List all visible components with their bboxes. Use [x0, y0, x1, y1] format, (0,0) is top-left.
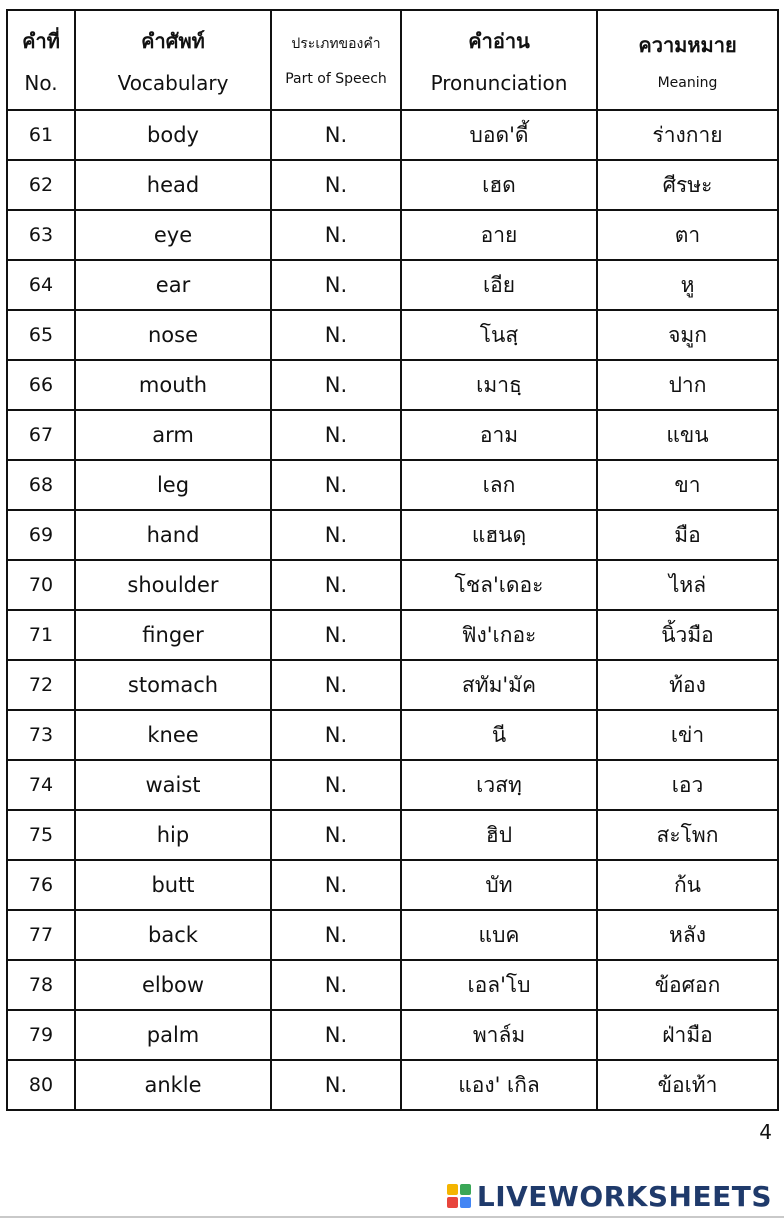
header-no	[7, 10, 75, 110]
table-row	[7, 610, 778, 660]
header-pronunciation-english: Pronunciation	[430, 71, 568, 95]
cell-vocabulary: elbow	[75, 960, 271, 1010]
cell-no: 76	[7, 860, 75, 910]
cell-no: 70	[7, 560, 75, 610]
table-row	[7, 560, 778, 610]
cell-no: 65	[7, 310, 75, 360]
vocabulary-rows	[7, 110, 778, 1110]
header-pronunciation-thai: คำอ่าน	[468, 29, 530, 53]
cell-meaning: จมูก	[597, 310, 778, 360]
cell-meaning: หู	[597, 260, 778, 310]
table-row	[7, 960, 778, 1010]
header-vocabulary-thai: คำศัพท์	[141, 29, 205, 53]
header-part-of-speech	[271, 10, 401, 110]
cell-part-of-speech: N.	[271, 560, 401, 610]
liveworksheets-logo	[447, 1180, 772, 1212]
cell-meaning: แขน	[597, 410, 778, 460]
cell-vocabulary: stomach	[75, 660, 271, 710]
cell-no: 72	[7, 660, 75, 710]
header-part-of-speech-english: Part of Speech	[285, 71, 387, 87]
cell-part-of-speech: N.	[271, 1060, 401, 1110]
table-row	[7, 760, 778, 810]
cell-vocabulary: back	[75, 910, 271, 960]
table-row	[7, 1010, 778, 1060]
cell-pronunciation: โชล'เดอะ	[401, 560, 597, 610]
cell-pronunciation: อาม	[401, 410, 597, 460]
footer-divider	[0, 1216, 784, 1218]
cell-pronunciation: เลก	[401, 460, 597, 510]
cell-pronunciation: เอีย	[401, 260, 597, 310]
cell-vocabulary: palm	[75, 1010, 271, 1060]
cell-no: 74	[7, 760, 75, 810]
cell-no: 64	[7, 260, 75, 310]
cell-pronunciation: บัท	[401, 860, 597, 910]
header-meaning	[597, 10, 778, 110]
vocabulary-table	[6, 9, 779, 1111]
cell-part-of-speech: N.	[271, 160, 401, 210]
table-row	[7, 910, 778, 960]
cell-vocabulary: leg	[75, 460, 271, 510]
cell-meaning: ไหล่	[597, 560, 778, 610]
table-row	[7, 160, 778, 210]
cell-meaning: ท้อง	[597, 660, 778, 710]
cell-part-of-speech: N.	[271, 760, 401, 810]
cell-pronunciation: โนสฺ	[401, 310, 597, 360]
cell-no: 66	[7, 360, 75, 410]
cell-vocabulary: hand	[75, 510, 271, 560]
cell-vocabulary: shoulder	[75, 560, 271, 610]
cell-part-of-speech: N.	[271, 260, 401, 310]
cell-pronunciation: แฮนดฺ	[401, 510, 597, 560]
cell-pronunciation: บอด'ดี้	[401, 110, 597, 160]
header-no-english: No.	[24, 71, 58, 95]
cell-part-of-speech: N.	[271, 960, 401, 1010]
cell-vocabulary: hip	[75, 810, 271, 860]
cell-pronunciation: นี	[401, 710, 597, 760]
header-no-thai: คำที่	[22, 29, 60, 53]
cell-pronunciation: เฮด	[401, 160, 597, 210]
header-vocabulary	[75, 10, 271, 110]
cell-vocabulary: body	[75, 110, 271, 160]
cell-pronunciation: พาล์ม	[401, 1010, 597, 1060]
header-vocabulary-english: Vocabulary	[117, 71, 229, 95]
table-row	[7, 460, 778, 510]
cell-vocabulary: nose	[75, 310, 271, 360]
cell-pronunciation: สทัม'มัค	[401, 660, 597, 710]
cell-no: 73	[7, 710, 75, 760]
header-row	[7, 10, 778, 110]
cell-no: 63	[7, 210, 75, 260]
cell-part-of-speech: N.	[271, 510, 401, 560]
cell-part-of-speech: N.	[271, 860, 401, 910]
cell-pronunciation: ฟิง'เกอะ	[401, 610, 597, 660]
header-meaning-english: Meaning	[657, 75, 718, 91]
cell-no: 78	[7, 960, 75, 1010]
cell-meaning: มือ	[597, 510, 778, 560]
cell-part-of-speech: N.	[271, 710, 401, 760]
table-row	[7, 1060, 778, 1110]
cell-part-of-speech: N.	[271, 660, 401, 710]
cell-meaning: ปาก	[597, 360, 778, 410]
header-pronunciation	[401, 10, 597, 110]
cell-no: 71	[7, 610, 75, 660]
cell-no: 75	[7, 810, 75, 860]
table-row	[7, 510, 778, 560]
cell-pronunciation: ฮิป	[401, 810, 597, 860]
cell-vocabulary: arm	[75, 410, 271, 460]
cell-pronunciation: แอง' เกิล	[401, 1060, 597, 1110]
cell-vocabulary: ear	[75, 260, 271, 310]
cell-part-of-speech: N.	[271, 210, 401, 260]
cell-vocabulary: mouth	[75, 360, 271, 410]
cell-no: 69	[7, 510, 75, 560]
cell-no: 67	[7, 410, 75, 460]
cell-no: 61	[7, 110, 75, 160]
table-row	[7, 110, 778, 160]
table-row	[7, 260, 778, 310]
cell-pronunciation: อาย	[401, 210, 597, 260]
cell-pronunciation: แบค	[401, 910, 597, 960]
cell-part-of-speech: N.	[271, 610, 401, 660]
cell-part-of-speech: N.	[271, 810, 401, 860]
cell-part-of-speech: N.	[271, 460, 401, 510]
cell-vocabulary: eye	[75, 210, 271, 260]
cell-vocabulary: butt	[75, 860, 271, 910]
cell-meaning: สะโพก	[597, 810, 778, 860]
cell-vocabulary: ankle	[75, 1060, 271, 1110]
page-number: 4	[759, 1120, 772, 1144]
cell-part-of-speech: N.	[271, 310, 401, 360]
cell-meaning: ข้อเท้า	[597, 1060, 778, 1110]
cell-vocabulary: head	[75, 160, 271, 210]
cell-meaning: ตา	[597, 210, 778, 260]
cell-meaning: ขา	[597, 460, 778, 510]
cell-no: 77	[7, 910, 75, 960]
cell-no: 79	[7, 1010, 75, 1060]
cell-vocabulary: finger	[75, 610, 271, 660]
liveworksheets-mark-icon	[447, 1184, 471, 1208]
cell-meaning: นิ้วมือ	[597, 610, 778, 660]
cell-part-of-speech: N.	[271, 360, 401, 410]
cell-pronunciation: เมาธฺ	[401, 360, 597, 410]
cell-part-of-speech: N.	[271, 1010, 401, 1060]
cell-part-of-speech: N.	[271, 910, 401, 960]
cell-no: 62	[7, 160, 75, 210]
table-row	[7, 410, 778, 460]
table-row	[7, 360, 778, 410]
cell-meaning: ร่างกาย	[597, 110, 778, 160]
table-row	[7, 810, 778, 860]
table-row	[7, 860, 778, 910]
table-row	[7, 660, 778, 710]
cell-meaning: ข้อศอก	[597, 960, 778, 1010]
cell-vocabulary: waist	[75, 760, 271, 810]
cell-pronunciation: เวสทฺ	[401, 760, 597, 810]
table-row	[7, 710, 778, 760]
cell-meaning: เข่า	[597, 710, 778, 760]
cell-vocabulary: knee	[75, 710, 271, 760]
cell-part-of-speech: N.	[271, 410, 401, 460]
cell-pronunciation: เอล'โบ	[401, 960, 597, 1010]
table-row	[7, 210, 778, 260]
cell-no: 80	[7, 1060, 75, 1110]
header-meaning-thai: ความหมาย	[638, 33, 737, 57]
cell-no: 68	[7, 460, 75, 510]
cell-meaning: ศีรษะ	[597, 160, 778, 210]
cell-part-of-speech: N.	[271, 110, 401, 160]
brand-name: LIVEWORKSHEETS	[476, 1179, 772, 1213]
table-row	[7, 310, 778, 360]
header-part-of-speech-thai: ประเภทของคำ	[291, 36, 381, 52]
cell-meaning: เอว	[597, 760, 778, 810]
cell-meaning: ฝ่ามือ	[597, 1010, 778, 1060]
cell-meaning: ก้น	[597, 860, 778, 910]
cell-meaning: หลัง	[597, 910, 778, 960]
